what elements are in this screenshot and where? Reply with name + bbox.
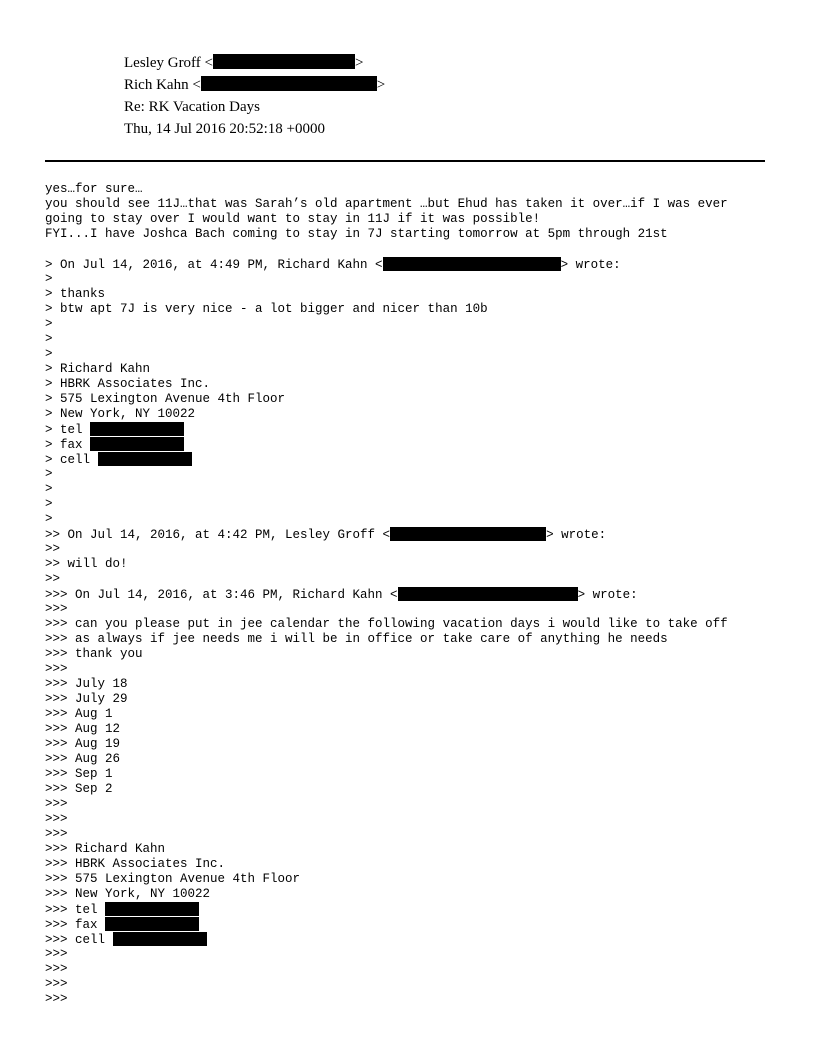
body-line — [45, 857, 785, 872]
body-line-text: going to stay over I would want to stay in 11J if it was possible! — [45, 212, 541, 226]
body-line — [45, 872, 785, 887]
body-line-text: >>> as always if jee needs me i will be in office or take care of anything he needs — [45, 632, 668, 646]
body-line-text: >>> — [45, 992, 68, 1006]
redacted-block — [90, 422, 184, 436]
body-line-text: >>> July 18 — [45, 677, 128, 691]
body-line-text: >> On Jul 14, 2016, at 4:42 PM, Lesley Groff < — [45, 528, 391, 542]
body-line — [45, 212, 785, 227]
body-line — [45, 752, 785, 767]
body-line-text: >>> thank you — [45, 647, 143, 661]
body-line — [45, 242, 785, 257]
wrote-suffix: > wrote: — [546, 528, 607, 542]
to-name: Rich Kahn < — [124, 77, 201, 93]
body-line-text: >>> HBRK Associates Inc. — [45, 857, 226, 871]
body-line-text: >>> Aug 12 — [45, 722, 121, 736]
body-line-text: >> — [45, 542, 61, 556]
body-line-text: > 575 Lexington Avenue 4th Floor — [45, 392, 286, 406]
body-line — [45, 932, 785, 947]
body-line — [45, 272, 785, 287]
from-close: > — [355, 55, 364, 71]
body-line-text: >>> New York, NY 10022 — [45, 887, 211, 901]
redacted-email — [213, 54, 355, 69]
body-line — [45, 317, 785, 332]
redacted-block — [383, 257, 561, 271]
body-line-text: >>> — [45, 602, 68, 616]
body-line-text: >>> Aug 26 — [45, 752, 121, 766]
body-line — [45, 602, 785, 617]
body-line-text: > — [45, 347, 53, 361]
redacted-block — [398, 587, 578, 601]
body-line — [45, 437, 785, 452]
body-line — [45, 422, 785, 437]
body-line-text: > thanks — [45, 287, 106, 301]
header-divider — [45, 160, 765, 162]
body-line — [45, 737, 785, 752]
body-line-text: > — [45, 482, 53, 496]
body-line-text: > On Jul 14, 2016, at 4:49 PM, Richard Kahn < — [45, 258, 383, 272]
body-line — [45, 797, 785, 812]
body-line-text: >>> — [45, 977, 68, 991]
wrote-suffix: > wrote: — [577, 588, 638, 602]
body-line-text: >>> On Jul 14, 2016, at 3:46 PM, Richard Kahn < — [45, 588, 398, 602]
body-line-text: >>> July 29 — [45, 692, 128, 706]
body-line — [45, 407, 785, 422]
body-line — [45, 362, 785, 377]
body-line — [45, 467, 785, 482]
body-line-text: >>> 575 Lexington Avenue 4th Floor — [45, 872, 301, 886]
body-line-text: >>> Aug 1 — [45, 707, 113, 721]
body-line — [45, 617, 785, 632]
body-line — [45, 962, 785, 977]
body-line — [45, 377, 785, 392]
body-line-text: > btw apt 7J is very nice - a lot bigger and nicer than 10b — [45, 302, 488, 316]
body-line-text: >>> Richard Kahn — [45, 842, 166, 856]
redacted-block — [90, 437, 184, 451]
body-line-text: yes…for sure… — [45, 182, 143, 196]
body-line-text: >>> — [45, 827, 68, 841]
body-line — [45, 647, 785, 662]
to-value — [124, 74, 385, 96]
body-line — [45, 197, 785, 212]
body-line — [45, 302, 785, 317]
body-line — [45, 767, 785, 782]
body-line — [45, 632, 785, 647]
from-name: Lesley Groff < — [124, 55, 213, 71]
body-line — [45, 722, 785, 737]
body-line-text: > HBRK Associates Inc. — [45, 377, 211, 391]
body-line — [45, 452, 785, 467]
redacted-block — [98, 452, 192, 466]
to-close: > — [376, 77, 386, 93]
body-line-text: >>> Aug 19 — [45, 737, 121, 751]
body-line — [45, 392, 785, 407]
body-line-text: you should see 11J…that was Sarah’s old apartment …but Ehud has taken it over…if I was ever — [45, 197, 728, 211]
body-line — [45, 827, 785, 842]
body-line — [45, 812, 785, 827]
body-line-text: >>> — [45, 962, 68, 976]
body-line — [45, 662, 785, 677]
from-value — [124, 52, 363, 74]
body-line-text: > — [45, 512, 53, 526]
body-line-text: > — [45, 332, 53, 346]
body-line-text: >>> — [45, 797, 68, 811]
body-line-text: > fax — [45, 438, 91, 452]
redacted-block — [390, 527, 546, 541]
body-line — [45, 947, 785, 962]
redacted-block — [105, 917, 199, 931]
body-line — [45, 917, 785, 932]
body-line — [45, 287, 785, 302]
body-line-text: >>> fax — [45, 918, 106, 932]
body-line-text: > cell — [45, 453, 98, 467]
body-line — [45, 842, 785, 857]
body-line-text: > New York, NY 10022 — [45, 407, 196, 421]
body-line-text: > — [45, 317, 53, 331]
body-line — [45, 542, 785, 557]
body-line-text: >>> cell — [45, 933, 113, 947]
body-line-text: > Richard Kahn — [45, 362, 151, 376]
body-line-text: >>> — [45, 812, 68, 826]
body-line-text: >>> Sep 2 — [45, 782, 113, 796]
body-line — [45, 482, 785, 497]
body-line-text: >>> tel — [45, 903, 106, 917]
redacted-block — [113, 932, 207, 946]
body-line — [45, 902, 785, 917]
body-line — [45, 527, 785, 542]
body-line — [45, 557, 785, 572]
body-line — [45, 887, 785, 902]
body-line — [45, 692, 785, 707]
body-line — [45, 992, 785, 1007]
body-line-text: >>> — [45, 947, 68, 961]
body-line — [45, 782, 785, 797]
wrote-suffix: > wrote: — [560, 258, 621, 272]
body-line-text: >>> can you please put in jee calendar the following vacation days i would like to take off — [45, 617, 728, 631]
body-line-text: >> — [45, 572, 61, 586]
body-line-text: > — [45, 272, 53, 286]
body-line — [45, 587, 785, 602]
body-line — [45, 332, 785, 347]
body-line-text: > — [45, 467, 53, 481]
body-line — [45, 977, 785, 992]
body-line — [45, 707, 785, 722]
body-line — [45, 227, 785, 242]
body-line — [45, 512, 785, 527]
body-line-text: >>> — [45, 662, 68, 676]
body-line-text: FYI...I have Joshca Bach coming to stay in 7J starting tomorrow at 5pm through 21st — [45, 227, 668, 241]
subject-value: Re: RK Vacation Days — [124, 99, 260, 115]
body-line-text: > tel — [45, 423, 91, 437]
body-line — [45, 677, 785, 692]
redacted-email — [201, 76, 377, 91]
body-line — [45, 257, 785, 272]
body-line — [45, 182, 785, 197]
body-line — [45, 347, 785, 362]
body-line-text: >>> Sep 1 — [45, 767, 113, 781]
body-line-text: >> will do! — [45, 557, 128, 571]
redacted-block — [105, 902, 199, 916]
email-body — [45, 182, 785, 1007]
body-line — [45, 497, 785, 512]
body-line — [45, 572, 785, 587]
body-line-text: > — [45, 497, 53, 511]
date-value: Thu, 14 Jul 2016 20:52:18 +0000 — [124, 121, 325, 137]
